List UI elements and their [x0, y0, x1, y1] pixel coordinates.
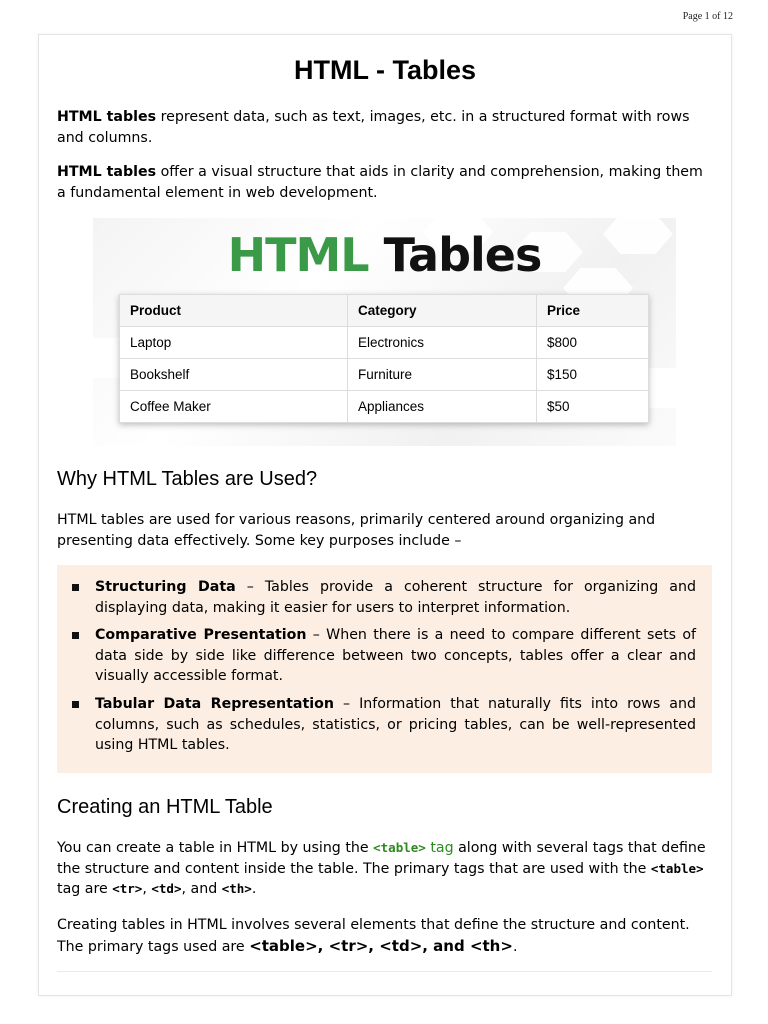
table-row [120, 359, 649, 391]
banner-title-green: HTML [227, 228, 369, 282]
page-title: HTML - Tables [293, 55, 476, 85]
page-number: Page 1 of 12 [682, 11, 733, 22]
inline-code: <table> [650, 860, 704, 876]
section-heading-why: Why HTML Tables are Used? [57, 468, 318, 490]
banner-title-dark: Tables [368, 228, 542, 282]
list-item [95, 577, 696, 618]
table-cell: Furniture [348, 359, 537, 391]
table-header-cell: Product [120, 295, 348, 327]
table-cell: Appliances [348, 391, 537, 423]
table-header-cell: Category [348, 295, 537, 327]
purposes-list [57, 565, 712, 756]
bullet-square-icon [72, 584, 79, 591]
text-run: . [251, 881, 257, 898]
table-cell: $800 [537, 327, 649, 359]
text-run: You can create a table in HTML by using the [57, 840, 374, 856]
table-cell: $50 [537, 391, 649, 423]
text-run: , [142, 881, 152, 898]
table-row [120, 391, 649, 423]
list-item [95, 625, 696, 687]
banner-sample-table [119, 294, 649, 423]
primary-tags-bold: <table>, <tr>, <td>, and <th> [249, 936, 513, 955]
table-cell: Coffee Maker [120, 391, 348, 423]
section-heading-creating: Creating an HTML Table [57, 796, 273, 818]
list-item [95, 694, 696, 756]
table-header-row [120, 295, 649, 327]
document-card [38, 34, 732, 996]
text-run: along with several tags that define the structure and content inside the table. The primary tags that are used with the [57, 840, 706, 877]
purposes-callout [57, 565, 712, 773]
list-item-text: – When there is a need to compare different sets of data side by side like difference between two concepts, tables offer a clear and visually accessible format. [95, 627, 696, 685]
list-item-text: – Tables provide a coherent structure for organizing and displaying data, making it easier for users to interpret information. [95, 579, 697, 616]
intro-2-bold: HTML tables [57, 164, 157, 180]
table-cell: Bookshelf [120, 359, 348, 391]
text-run: , and [181, 881, 222, 898]
creating-paragraph-2 [57, 915, 713, 957]
bullet-square-icon [72, 701, 79, 708]
tag-link[interactable]: tag [425, 840, 454, 856]
inline-code: <td> [151, 881, 182, 897]
intro-paragraph-2 [57, 162, 713, 203]
list-item-text: – Information that naturally fits into rows and columns, such as schedules, statistics, or pricing tables, can be well-represented using HTML tables. [95, 695, 696, 754]
creating-paragraph-1 [57, 838, 713, 900]
table-row [120, 327, 649, 359]
divider [57, 971, 712, 972]
text-run: . [512, 938, 518, 955]
list-item-bold: Comparative Presentation [95, 627, 307, 644]
list-item-bold: Tabular Data Representation [95, 695, 334, 712]
html-tables-banner-image [93, 218, 676, 446]
intro-1-bold: HTML tables [57, 109, 157, 125]
inline-code: <tr> [112, 881, 143, 897]
table-header-cell: Price [537, 295, 649, 327]
banner-title [93, 228, 676, 282]
intro-1-text: represent data, such as text, images, etc. in a structured format with rows and columns. [57, 109, 690, 146]
table-cell: $150 [537, 359, 649, 391]
intro-2-text: offer a visual structure that aids in clarity and comprehension, making them a fundamental element in web development. [57, 164, 703, 201]
intro-paragraph-1 [57, 107, 713, 148]
text-run: tag are [57, 881, 113, 898]
table-tag-code-link[interactable]: <table> [373, 840, 426, 855]
inline-code: <th> [221, 881, 252, 897]
bullet-square-icon [72, 632, 79, 639]
list-item-bold: Structuring Data [95, 579, 236, 595]
table-cell: Laptop [120, 327, 348, 359]
why-paragraph: HTML tables are used for various reasons, primarily centered around organizing and presenting data effectively. Some key purposes include – [57, 512, 656, 549]
text-run: Creating tables in HTML involves several elements that define the structure and content. The primary tags used are [57, 917, 690, 955]
table-cell: Electronics [348, 327, 537, 359]
